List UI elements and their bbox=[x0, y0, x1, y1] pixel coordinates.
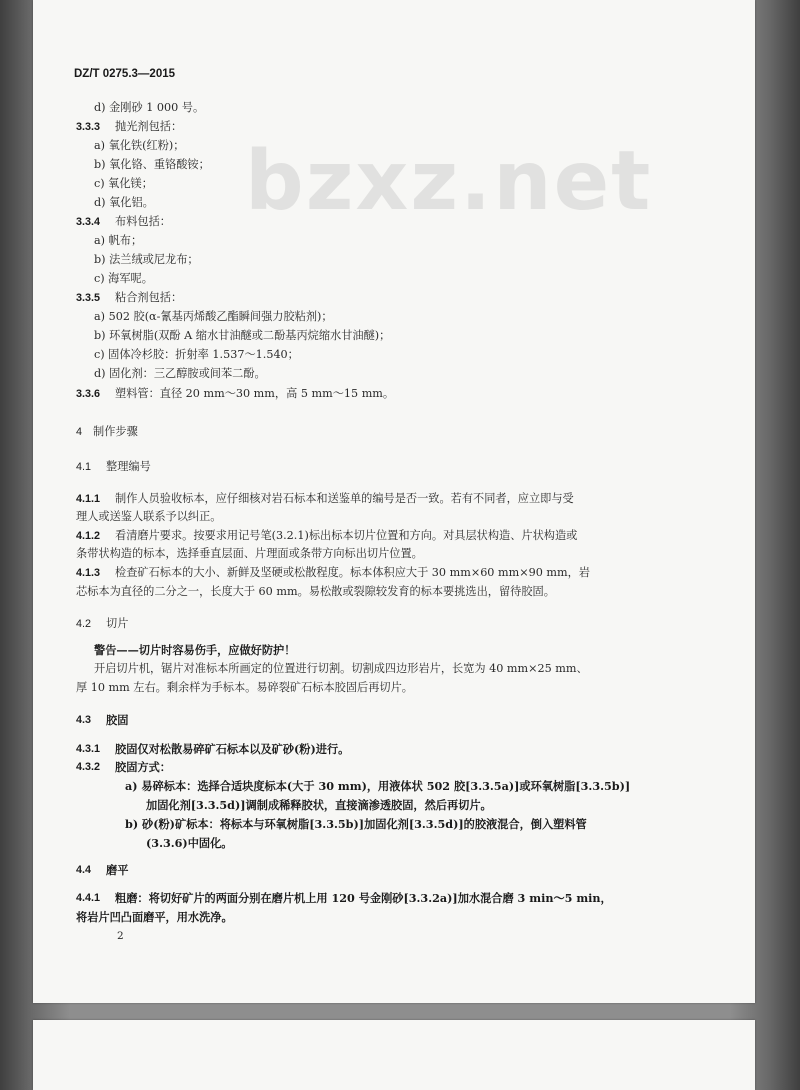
document-page bbox=[33, 0, 755, 1003]
next-page-preview bbox=[33, 1020, 755, 1090]
clause-4-3-2-number: 4.3.2 bbox=[76, 761, 101, 773]
section-4-4-number: 4.4 bbox=[76, 864, 92, 876]
clause-4-1-1-line-2: 理人或送鉴人联系予以纠正。 bbox=[76, 510, 222, 523]
clause-4-3-2-b-line-1: b) 砂(粉)矿标本：将标本与环氧树脂[3.3.5b)]加固化剂[3.3.5d)]的胶液混合，倒入塑料管 bbox=[125, 817, 587, 831]
section-4-3-number: 4.3 bbox=[76, 714, 92, 726]
list-item: c) 固体冷杉胶：折射率 1.537～1.540； bbox=[94, 348, 299, 361]
section-4-1-number: 4.1 bbox=[76, 461, 92, 473]
section-4-4-title: 磨平 bbox=[106, 863, 129, 877]
warning-text: 警告——切片时容易伤手，应做好防护！ bbox=[94, 643, 296, 657]
clause-text: 抛光剂包括： bbox=[115, 120, 183, 133]
clause-4-3-1-text: 胶固仅对松散易碎矿石标本以及矿砂(粉)进行。 bbox=[115, 742, 350, 756]
section-4-2-title: 切片 bbox=[106, 617, 129, 630]
list-item: d) 氧化铝。 bbox=[94, 196, 154, 209]
clause-4-1-3-line-1: 检查矿石标本的大小、新鲜及坚硬或松散程度。标本体积应大于 30 mm×60 mm×90 mm，岩 bbox=[115, 566, 590, 579]
list-item: b) 氧化铬、重铬酸铵； bbox=[94, 158, 210, 171]
list-item: a) 氧化铁(红粉)； bbox=[94, 139, 185, 152]
clause-4-3-2-b-line-2: (3.3.6)中固化。 bbox=[146, 836, 233, 850]
clause-number: 3.3.3 bbox=[76, 121, 101, 133]
clause-4-1-1-line-1: 制作人员验收标本，应仔细核对岩石标本和送鉴单的编号是否一致。若有不同者，应立即与受 bbox=[115, 492, 574, 505]
clause-4-3-2-a-line-2: 加固化剂[3.3.5d)]调制成稀释胶状，直接滴渗透胶固，然后再切片。 bbox=[146, 798, 492, 812]
clause-4-4-1-number: 4.4.1 bbox=[76, 892, 101, 904]
doc-header-id: DZ/T 0275.3—2015 bbox=[74, 68, 176, 80]
clause-text: 粘合剂包括： bbox=[115, 291, 183, 304]
section-4-3-title: 胶固 bbox=[106, 713, 129, 727]
clause-4-1-2-line-1: 看清磨片要求。按要求用记号笔(3.2.1)标出标本切片位置和方向。对具层状构造、片状构造或 bbox=[115, 529, 578, 542]
clause-4-4-1-line-2: 将岩片凹凸面磨平，用水洗净。 bbox=[76, 910, 233, 924]
section-4-number: 4 bbox=[76, 426, 83, 438]
clause-4-1-3-number: 4.1.3 bbox=[76, 567, 101, 579]
clause-4-3-1-number: 4.3.1 bbox=[76, 743, 101, 755]
clause-number: 3.3.5 bbox=[76, 292, 101, 304]
list-item: c) 氧化镁； bbox=[94, 177, 153, 190]
clause-4-1-3-line-2: 芯标本为直径的二分之一，长度大于 60 mm。易松散或裂隙较发育的标本要挑选出，留待胶固。 bbox=[76, 585, 555, 598]
list-item: c) 海军呢。 bbox=[94, 272, 153, 285]
clause-4-3-2-a-line-1: a) 易碎标本：选择合适块度标本(大于 30 mm)，用液体状 502 胶[3.3.5a)]或环氧树脂[3.3.5b)] bbox=[125, 779, 631, 793]
clause-4-1-2-line-2: 条带状构造的标本，选择垂直层面、片理面或条带方向标出切片位置。 bbox=[76, 547, 423, 560]
clause-number: 3.3.6 bbox=[76, 388, 101, 400]
page-number: 2 bbox=[117, 930, 124, 942]
list-item: a) 502 胶(α-氰基丙烯酸乙酯瞬间强力胶粘剂)； bbox=[94, 310, 333, 323]
clause-text: 布料包括： bbox=[115, 215, 171, 228]
clause-4-4-1-line-1: 粗磨：将切好矿片的两面分别在磨片机上用 120 号金刚砂[3.3.2a)]加水混合磨 3 min～5 min， bbox=[115, 891, 612, 905]
list-item: d) 固化剂：三乙醇胺或间苯二酚。 bbox=[94, 367, 266, 380]
clause-text: 塑料管：直径 20 mm～30 mm，高 5 mm～15 mm。 bbox=[115, 387, 395, 400]
clause-4-1-2-number: 4.1.2 bbox=[76, 530, 101, 542]
clause-4-3-2-text: 胶固方式： bbox=[115, 760, 171, 774]
list-item: d) 金刚砂 1 000 号。 bbox=[94, 101, 205, 114]
list-item: b) 环氧树脂(双酚 A 缩水甘油醚或二酚基丙烷缩水甘油醚)； bbox=[94, 329, 391, 342]
clause-number: 3.3.4 bbox=[76, 216, 101, 228]
watermark: bzxz.net bbox=[245, 134, 653, 229]
list-item: a) 帆布； bbox=[94, 234, 143, 247]
list-item: b) 法兰绒或尼龙布； bbox=[94, 253, 199, 266]
section-4-2-line-2: 厚 10 mm 左右。剩余样为手标本。易碎裂矿石标本胶固后再切片。 bbox=[76, 681, 413, 694]
section-4-2-line-1: 开启切片机，锯片对准标本所画定的位置进行切割。切割成四边形岩片，长宽为 40 mm×25 mm、 bbox=[94, 662, 588, 675]
section-4-1-title: 整理编号 bbox=[106, 460, 151, 473]
section-4-title: 制作步骤 bbox=[93, 425, 138, 438]
section-4-2-number: 4.2 bbox=[76, 618, 92, 630]
clause-4-1-1-number: 4.1.1 bbox=[76, 493, 101, 505]
